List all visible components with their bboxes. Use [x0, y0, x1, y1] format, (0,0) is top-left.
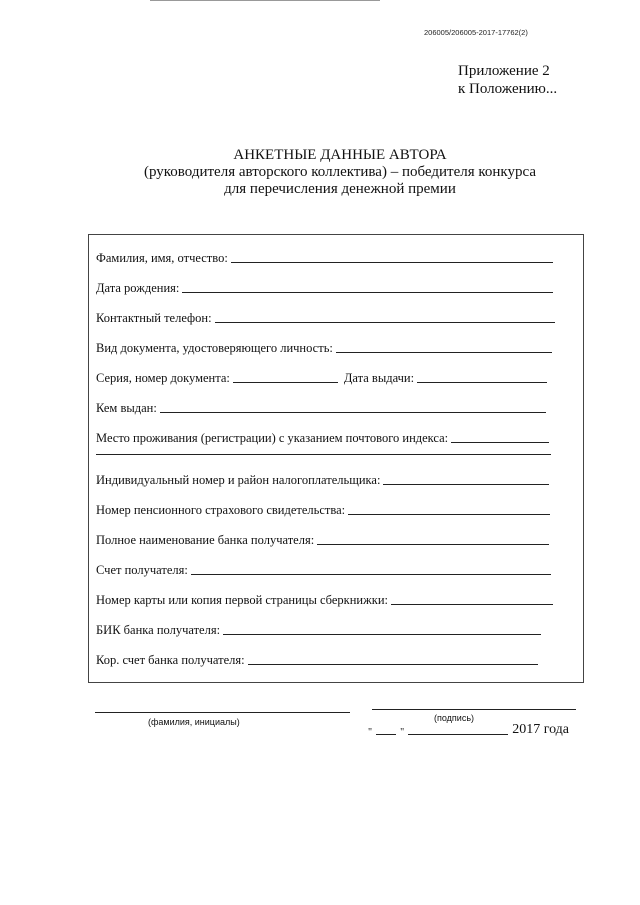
signature-caption: (подпись) [434, 713, 475, 723]
account-number-line[interactable] [191, 573, 551, 575]
issued-by-line[interactable] [160, 411, 546, 413]
page-top-mark [150, 0, 380, 4]
card-number-line[interactable] [391, 603, 553, 605]
date-quote-open: " [368, 727, 373, 738]
field-label: БИК банка получателя: [96, 623, 221, 637]
month-blank[interactable] [408, 733, 508, 735]
residence-address-line-2[interactable] [96, 453, 551, 455]
field-bank-bik [96, 623, 541, 638]
field-pension-certificate [96, 503, 550, 518]
field-id-document-type [96, 341, 552, 356]
field-label: Счет получателя: [96, 563, 188, 577]
birth-date-line[interactable] [182, 291, 553, 293]
field-label: Индивидуальный номер и район налогоплательщика: [96, 473, 381, 487]
form-title [0, 147, 640, 198]
pension-certificate-line[interactable] [348, 513, 550, 515]
date-row [368, 722, 569, 738]
bank-name-line[interactable] [317, 543, 549, 545]
field-label: Вид документа, удостоверяющего личность: [96, 341, 333, 355]
appendix-line-2: к Положению... [458, 81, 558, 97]
field-correspondent-account [96, 653, 538, 668]
document-id: 206005/206005-2017-17762(2) [424, 28, 528, 37]
tax-id-line[interactable] [383, 483, 549, 485]
field-document-number [96, 371, 547, 386]
name-initials-line[interactable] [95, 711, 350, 713]
signature-line[interactable] [372, 708, 576, 710]
form-box [88, 234, 584, 683]
field-label: Дата рождения: [96, 281, 180, 295]
day-blank[interactable] [376, 733, 396, 735]
field-label: Кем выдан: [96, 401, 157, 415]
field-label: Место проживания (регистрации) с указанием почтового индекса: [96, 431, 449, 445]
field-label: Кор. счет банка получателя: [96, 653, 245, 667]
field-bank-name [96, 533, 549, 548]
issue-date-line[interactable] [417, 381, 547, 383]
field-label: Серия, номер документа: [96, 371, 230, 385]
field-account-number [96, 563, 551, 578]
field-full-name [96, 251, 553, 266]
name-initials-caption: (фамилия, инициалы) [148, 717, 240, 727]
title-line-3: для перечисления денежной премии [224, 181, 456, 197]
title-line-1: АНКЕТНЫЕ ДАННЫЕ АВТОРА [233, 147, 447, 163]
appendix-line-1: Приложение 2 [458, 63, 550, 79]
full-name-line[interactable] [231, 261, 553, 263]
field-label: Номер карты или копия первой страницы сберкнижки: [96, 593, 388, 607]
document-number-line[interactable] [233, 381, 338, 383]
year-text: 2017 года [512, 722, 570, 737]
bank-bik-line[interactable] [223, 633, 541, 635]
title-line-2: (руководителя авторского коллектива) – победителя конкурса [143, 164, 537, 180]
field-tax-id [96, 473, 549, 488]
field-label: Фамилия, имя, отчество: [96, 251, 228, 265]
field-label: Полное наименование банка получателя: [96, 533, 315, 547]
field-label: Номер пенсионного страхового свидетельства: [96, 503, 346, 517]
field-issued-by [96, 401, 546, 416]
field-phone [96, 311, 555, 326]
date-quote-close: " [400, 727, 405, 738]
field-birth-date [96, 281, 553, 296]
correspondent-account-line[interactable] [248, 663, 538, 665]
field-label: Контактный телефон: [96, 311, 212, 325]
field-label: Дата выдачи: [343, 371, 415, 385]
field-card-number [96, 593, 553, 608]
appendix-note [458, 62, 557, 98]
residence-address-line[interactable] [451, 441, 549, 443]
field-residence-address [96, 431, 549, 446]
id-document-type-line[interactable] [336, 351, 552, 353]
phone-line[interactable] [215, 321, 555, 323]
